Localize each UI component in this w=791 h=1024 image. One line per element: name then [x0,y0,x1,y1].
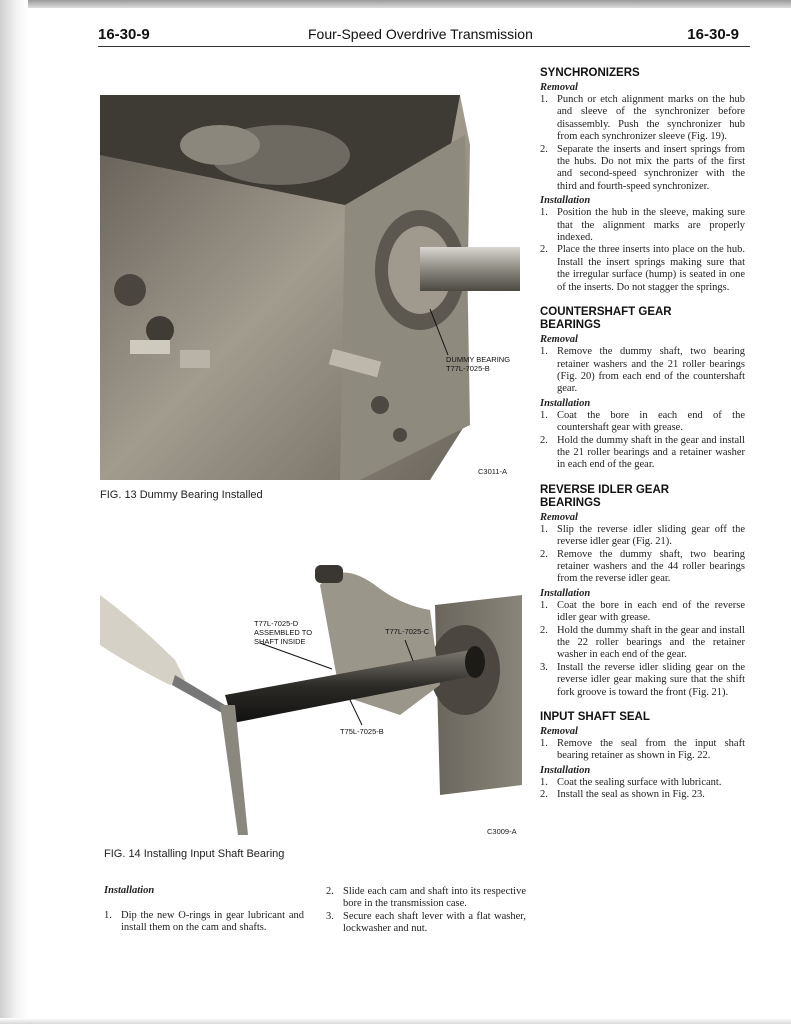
figure-14-caption: FIG. 14 Installing Input Shaft Bearing [104,848,285,860]
list-item: 2. Install the seal as shown in Fig. 23. [540,789,705,801]
section-title-reverse-idler: REVERSE IDLER GEAR BEARINGS [540,483,670,509]
subhead-installation: Installation [104,885,155,896]
figure-14-code: C3009-A [487,827,517,836]
header-rule [98,46,750,47]
scan-top-edge [0,0,791,8]
callout-dummy-bearing: DUMMY BEARING T77L-7025-B [446,355,511,373]
scan-bottom-edge [0,1018,791,1024]
sync-installation-steps [540,207,745,294]
list-item: 2. Hold the dummy shaft in the gear and install the 21 roller bearings and a retainer washer in each end of the gear. [540,434,745,471]
list-item: 2. Separate the inserts and insert springs from the hubs. Do not mix the parts of the first and second-speed synchronizer with the third and fourth-speed synchronizer. [540,143,745,192]
bottom-middle-column [326,886,526,936]
figure-13-photo [100,95,520,480]
input-shaft-removal-steps [540,738,745,763]
callout-assembled-tool: T77L-7025-D ASSEMBLED TO SHAFT INSIDE [254,619,313,646]
subhead-installation: Installation [540,587,591,599]
list-item: 2. Hold the dummy shaft in the gear and install the 22 roller bearings and the retainer washer in each end of the gear. [540,624,745,661]
subhead-removal: Removal [540,82,578,93]
section-title-input-shaft-seal: INPUT SHAFT SEAL [540,711,650,724]
subhead-installation: Installation [540,397,591,409]
bottom-left-column [104,885,304,935]
scan-binding-shadow [0,0,28,1024]
input-shaft-tool-photo [100,565,522,837]
list-item: 1. Coat the sealing surface with lubricant. [540,776,722,788]
section-title-countershaft: COUNTERSHAFT GEAR BEARINGS [540,306,672,332]
section-title-synchronizers: SYNCHRONIZERS [540,67,640,79]
subhead-removal: Removal [540,726,578,738]
subhead-removal: Removal [540,511,578,523]
list-item: 1. Remove the seal from the input shaft bearing retainer as shown in Fig. 22. [540,738,745,762]
callout-top-tool: T77L-7025-C [385,627,430,636]
page-title: Four-Speed Overdrive Transmission [308,26,533,42]
figure-13-caption: FIG. 13 Dummy Bearing Installed [100,489,263,501]
sync-removal-steps [540,94,745,193]
list-item: 1. Punch or etch alignment marks on the hub and sleeve of the synchronizer before disassembly. Push the synchronizer hub from each synchronizer sleeve (Fig. 19). [540,94,745,143]
right-column [540,67,745,802]
subhead-installation: Installation [540,195,591,207]
list-item: 2. Slide each cam and shaft into its respective bore in the transmission case. [326,886,526,910]
list-item: 1. Coat the bore in each end of the reverse idler gear with grease. [540,599,745,624]
countershaft-removal-steps [540,346,745,396]
page-number-right: 16-30-9 [687,26,739,43]
list-item: 2. Remove the dummy shaft, two bearing retainer washers and the 44 roller bearings from the reverse idler gear. [540,548,745,585]
subhead-installation: Installation [540,764,591,776]
list-item: 1. Dip the new O-rings in gear lubricant and install them on the cam and shafts. [104,910,304,934]
list-item: 3. Install the reverse idler sliding gear on the reverse idler gear making sure that the shift fork groove is toward the front (Fig. 21). [540,661,745,698]
cam-installation-steps-continued [326,886,526,936]
cam-installation-steps [104,910,304,935]
list-item: 1. Position the hub in the sleeve, making sure that the alignment marks are properly indexed. [540,207,745,244]
list-item: 1. Slip the reverse idler sliding gear off the reverse idler gear (Fig. 21). [540,523,745,548]
figure-13-code: C3011-A [478,467,508,476]
list-item: 3. Secure each shaft lever with a flat washer, lockwasher and nut. [326,910,526,935]
countershaft-installation-steps [540,410,745,472]
subhead-removal: Removal [540,334,578,346]
reverse-idler-removal-steps [540,524,745,586]
transmission-case-photo [100,95,520,480]
list-item: 1. Remove the dummy shaft, two bearing retainer washers and the 21 roller bearings (Fig. 20) from each end of the countershaft gear. [540,346,745,395]
reverse-idler-installation-steps [540,600,745,699]
callout-bottom-tool: T75L-7025-B [340,727,384,736]
figure-14-photo [100,565,522,837]
list-item: 1. Coat the bore in each end of the countershaft gear with grease. [540,409,745,434]
input-shaft-installation-steps [540,777,745,802]
page-number-left: 16-30-9 [98,26,150,43]
list-item: 2. Place the three inserts into place on the hub. Install the insert springs making sure that the irregular surface (hump) is seated in one of the inserts. Do not stagger the springs. [540,244,745,293]
